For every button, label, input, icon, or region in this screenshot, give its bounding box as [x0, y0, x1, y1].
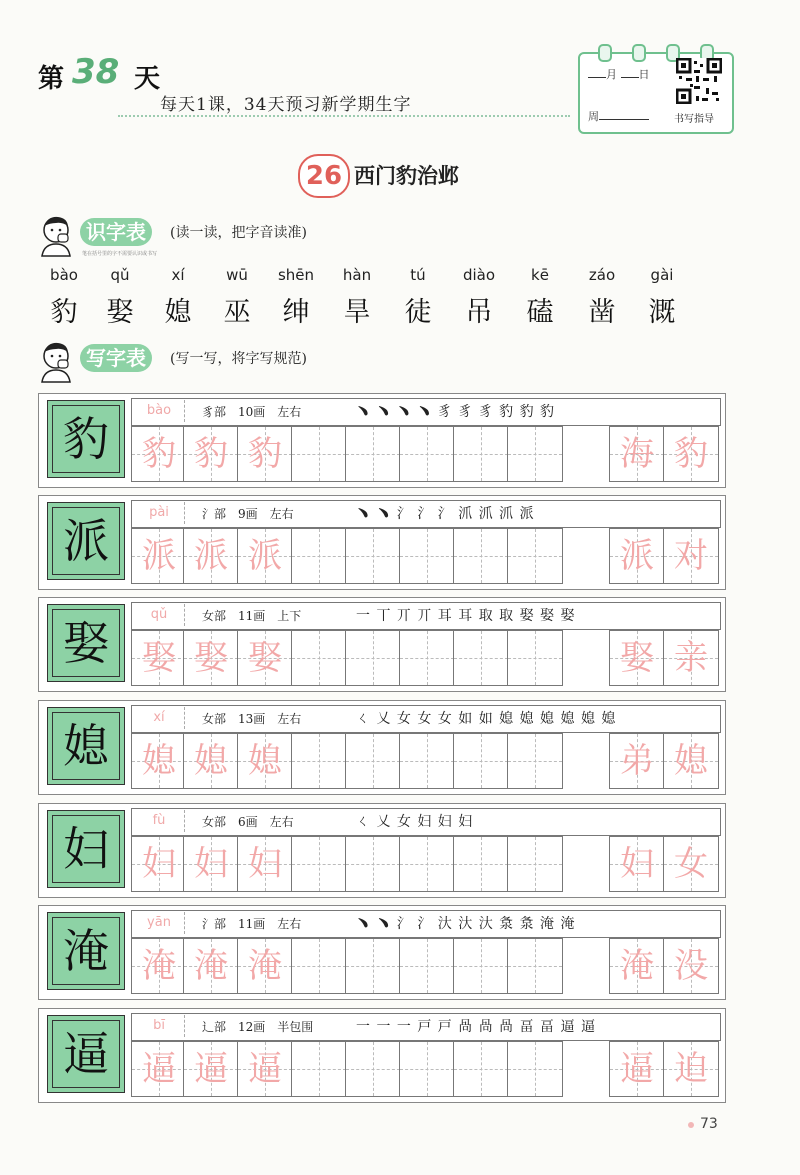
model-char-frame: [52, 815, 120, 883]
trace-char: 媳: [142, 741, 176, 781]
trace-char: [400, 939, 454, 993]
trace-char: [346, 734, 400, 788]
model-char-box: [47, 707, 125, 785]
model-char-frame: [52, 1020, 120, 1088]
trace-char: [292, 837, 346, 891]
practice-cell[interactable]: [507, 1041, 563, 1097]
stroke-order: ﹅ ﹅ ﹅ ﹅ 豸 豸 豸 豹 豹 豹: [356, 404, 556, 420]
practice-cell[interactable]: [507, 733, 563, 789]
trace-char: 逼: [194, 1049, 228, 1089]
practice-cell[interactable]: [399, 938, 455, 994]
trace-char: [346, 939, 400, 993]
practice-cell[interactable]: [183, 426, 239, 482]
radical-stroke-info: 女部 13画 左右: [202, 712, 302, 726]
day-prefix: 第: [38, 64, 65, 94]
practice-cell[interactable]: [291, 426, 347, 482]
trace-char: 淹: [194, 946, 228, 986]
recognize-char-hanzi: 旱: [343, 297, 371, 328]
practice-cell[interactable]: [291, 1041, 347, 1097]
recognize-char: [388, 266, 448, 329]
recognize-char-pinyin: záo: [588, 266, 616, 284]
trace-char: 娶: [142, 638, 176, 678]
writing-row: [38, 905, 726, 1000]
practice-cell[interactable]: [183, 630, 239, 686]
trace-char: [508, 939, 562, 993]
trace-char: [454, 837, 508, 891]
trace-char: [400, 837, 454, 891]
trace-char: [400, 427, 454, 481]
trace-char: 逼: [142, 1049, 176, 1089]
radical-stroke-info: 辶部 12画 半包围: [202, 1020, 314, 1034]
radical-stroke-info: 氵部 9画 左右: [202, 507, 294, 521]
radical-stroke-info: 豸部 10画 左右: [202, 405, 302, 419]
recognize-char-hanzi: 磕: [526, 297, 554, 328]
trace-char: 淹: [142, 946, 176, 986]
day-badge: [30, 52, 161, 96]
model-char-frame: [52, 712, 120, 780]
recognize-char: [148, 266, 208, 329]
practice-cell[interactable]: [453, 426, 509, 482]
practice-cell[interactable]: [507, 426, 563, 482]
trace-char: 娶: [194, 638, 228, 678]
stroke-order: ㄑ 乂 女 女 女 如 如 媳 媳 媳 媳 媳 媳: [356, 711, 617, 727]
practice-cell[interactable]: [183, 733, 239, 789]
trace-char: 弟: [620, 741, 654, 781]
model-char-frame: [52, 609, 120, 677]
trace-char: 海: [620, 434, 654, 474]
pinyin-slot[interactable]: fù: [134, 810, 185, 832]
recognize-instruction: (读一读，把字音读准): [170, 225, 307, 241]
practice-cell[interactable]: [345, 938, 401, 994]
recognize-char-pinyin: diào: [462, 266, 496, 284]
char-info-strip: [131, 910, 721, 938]
practice-cell[interactable]: [237, 426, 293, 482]
trace-char: [508, 427, 562, 481]
write-label: 写字表: [80, 344, 152, 372]
lesson-number-badge: 26: [298, 154, 350, 198]
practice-cell[interactable]: [609, 528, 665, 584]
trace-char: 妇: [248, 844, 282, 884]
practice-cell[interactable]: [237, 1041, 293, 1097]
practice-cell[interactable]: [131, 733, 187, 789]
writing-row: [38, 1008, 726, 1103]
practice-cell[interactable]: [183, 528, 239, 584]
qr-code-icon[interactable]: [676, 58, 722, 104]
char-info-strip: [131, 398, 721, 426]
practice-cell[interactable]: [345, 1041, 401, 1097]
recognize-char-pinyin: shēn: [277, 266, 315, 284]
month-label: 月: [606, 68, 617, 81]
pinyin-slot[interactable]: pài: [134, 502, 185, 524]
trace-char: 淹: [248, 946, 282, 986]
trace-char: [292, 734, 346, 788]
recognize-char-pinyin: qǔ: [110, 266, 130, 284]
trace-char: 豹: [674, 434, 708, 474]
trace-char: [454, 1042, 508, 1096]
practice-cell[interactable]: [345, 426, 401, 482]
recognize-char-hanzi: 徒: [404, 297, 432, 328]
date-card: [578, 52, 734, 134]
trace-char: [346, 837, 400, 891]
trace-char: [454, 939, 508, 993]
model-char-box: [47, 502, 125, 580]
trace-char: 淹: [620, 946, 654, 986]
recognize-char: [449, 266, 509, 329]
model-char-frame: [52, 405, 120, 473]
trace-char: [508, 1042, 562, 1096]
practice-cell[interactable]: [609, 836, 665, 892]
recognize-char-hanzi: 媳: [164, 297, 192, 328]
page-dot-icon: [688, 1122, 694, 1128]
trace-char: 派: [248, 536, 282, 576]
write-instruction: (写一写，将字写规范): [170, 351, 307, 367]
practice-cell[interactable]: [237, 836, 293, 892]
practice-cells: [131, 733, 719, 789]
trace-char: [454, 529, 508, 583]
trace-char: 女: [674, 844, 708, 884]
trace-char: [346, 1042, 400, 1096]
pinyin-slot[interactable]: bī: [134, 1015, 185, 1037]
pinyin-slot[interactable]: xí: [134, 707, 185, 729]
trace-char: 豹: [142, 434, 176, 474]
radical-stroke-info: 女部 6画 左右: [202, 815, 294, 829]
practice-cell[interactable]: [131, 426, 187, 482]
stroke-order: ㄑ 乂 女 妇 妇 妇: [356, 814, 474, 830]
practice-cell[interactable]: [345, 630, 401, 686]
practice-cell[interactable]: [453, 938, 509, 994]
trace-char: [400, 1042, 454, 1096]
day-number: 38: [72, 52, 120, 92]
practice-cells: [131, 426, 719, 482]
practice-cell[interactable]: [453, 733, 509, 789]
practice-cell[interactable]: [663, 733, 719, 789]
trace-char: [346, 529, 400, 583]
practice-cell[interactable]: [291, 528, 347, 584]
lesson-title: 西门豹治邺: [354, 164, 459, 188]
week-field[interactable]: [588, 108, 649, 124]
recognize-section-header: [36, 212, 536, 258]
trace-char: [454, 427, 508, 481]
recognize-char: [207, 266, 267, 329]
practice-cell[interactable]: [453, 528, 509, 584]
trace-char: 迫: [674, 1049, 708, 1089]
writing-row: [38, 803, 726, 898]
pinyin-slot[interactable]: yān: [134, 912, 185, 934]
recognize-char-hanzi: 绅: [282, 297, 310, 328]
practice-cell[interactable]: [291, 733, 347, 789]
writing-row: [38, 700, 726, 795]
binder-ring-icon: [632, 44, 646, 62]
pinyin-slot[interactable]: bào: [134, 400, 185, 422]
recognize-char: [632, 266, 692, 329]
practice-cell[interactable]: [131, 630, 187, 686]
page-number: 73: [700, 1116, 718, 1132]
trace-char: [508, 837, 562, 891]
practice-cell[interactable]: [507, 938, 563, 994]
trace-char: [400, 631, 454, 685]
practice-cell[interactable]: [131, 1041, 187, 1097]
recognize-char-hanzi: 巫: [223, 297, 251, 328]
practice-cell[interactable]: [399, 426, 455, 482]
practice-cell[interactable]: [609, 1041, 665, 1097]
practice-cells: [131, 630, 719, 686]
trace-char: 妇: [620, 844, 654, 884]
trace-char: 派: [194, 536, 228, 576]
trace-char: [346, 631, 400, 685]
recognize-char-hanzi: 凿: [588, 297, 616, 328]
qr-label: 书写指导: [674, 114, 714, 125]
model-char: 妇: [63, 822, 109, 876]
practice-cells: [131, 836, 719, 892]
practice-cell[interactable]: [507, 528, 563, 584]
practice-cell[interactable]: [609, 426, 665, 482]
trace-char: 媳: [674, 741, 708, 781]
recognize-char-hanzi: 溉: [648, 297, 676, 328]
recognize-char-pinyin: kē: [531, 266, 549, 284]
day-label: 日: [638, 68, 650, 81]
practice-cell[interactable]: [609, 733, 665, 789]
pinyin-slot[interactable]: qǔ: [134, 604, 185, 626]
practice-cells: [131, 1041, 719, 1097]
trace-char: 媳: [248, 741, 282, 781]
char-info-strip: [131, 1013, 721, 1041]
trace-char: [400, 734, 454, 788]
recognize-char-hanzi: 吊: [465, 297, 493, 328]
trace-char: [508, 631, 562, 685]
practice-cell[interactable]: [399, 528, 455, 584]
trace-char: [454, 734, 508, 788]
practice-cell[interactable]: [663, 630, 719, 686]
stroke-order: ﹅ ﹅ 氵 氵 氵 沠 沠 沠 派: [356, 506, 535, 522]
stroke-order: 一 丅 丌 丌 耳 耳 取 取 娶 娶 娶: [356, 608, 576, 624]
practice-cell[interactable]: [453, 630, 509, 686]
trace-char: [292, 939, 346, 993]
practice-cell[interactable]: [507, 630, 563, 686]
writing-row: [38, 597, 726, 692]
model-char-frame: [52, 507, 120, 575]
practice-cell[interactable]: [663, 938, 719, 994]
recognize-char: [572, 266, 632, 329]
trace-char: 娶: [620, 638, 654, 678]
date-field[interactable]: [588, 66, 650, 82]
char-info-strip: [131, 808, 721, 836]
practice-cell[interactable]: [237, 733, 293, 789]
stroke-order: ﹅ ﹅ 氵 氵 汏 汏 汏 洜 洜 淹 淹: [356, 916, 576, 932]
practice-cells: [131, 938, 719, 994]
recognize-char: [266, 266, 326, 329]
practice-cell[interactable]: [399, 630, 455, 686]
trace-char: [508, 529, 562, 583]
practice-cell[interactable]: [453, 1041, 509, 1097]
trace-char: 豹: [194, 434, 228, 474]
stroke-order: 一 一 一 戸 戸 咼 咼 咼 畐 畐 逼 逼: [356, 1019, 596, 1035]
trace-char: [292, 1042, 346, 1096]
trace-char: [508, 734, 562, 788]
practice-cell[interactable]: [237, 630, 293, 686]
writing-row: [38, 495, 726, 590]
model-char: 娶: [63, 616, 109, 670]
recognize-char-hanzi: 娶: [106, 297, 134, 328]
practice-cell[interactable]: [237, 938, 293, 994]
recognize-char-pinyin: hàn: [342, 266, 372, 284]
practice-cell[interactable]: [291, 836, 347, 892]
model-char: 豹: [63, 412, 109, 466]
model-char-box: [47, 912, 125, 990]
model-char: 逼: [63, 1027, 109, 1081]
write-section-header: [36, 338, 536, 384]
practice-cell[interactable]: [663, 836, 719, 892]
recognize-char-pinyin: tú: [410, 266, 426, 284]
trace-char: 妇: [194, 844, 228, 884]
writing-row: [38, 393, 726, 488]
model-char-box: [47, 810, 125, 888]
practice-cell[interactable]: [663, 1041, 719, 1097]
practice-cell[interactable]: [237, 528, 293, 584]
practice-cell[interactable]: [507, 836, 563, 892]
practice-cell[interactable]: [131, 528, 187, 584]
practice-cell[interactable]: [663, 426, 719, 482]
trace-char: [400, 529, 454, 583]
practice-cell[interactable]: [291, 938, 347, 994]
practice-cell[interactable]: [131, 938, 187, 994]
trace-char: 没: [674, 946, 708, 986]
practice-cell[interactable]: [183, 1041, 239, 1097]
reading-child-icon: [36, 338, 82, 384]
model-char-box: [47, 604, 125, 682]
trace-char: [292, 529, 346, 583]
recognize-char-pinyin: bào: [50, 266, 78, 284]
binder-ring-icon: [598, 44, 612, 62]
trace-char: [292, 427, 346, 481]
practice-cell[interactable]: [183, 836, 239, 892]
model-char-frame: [52, 917, 120, 985]
reading-child-icon: [36, 212, 82, 258]
practice-cell[interactable]: [609, 630, 665, 686]
week-label: 周: [588, 110, 599, 123]
recognize-char: [510, 266, 570, 329]
day-suffix: 天: [134, 64, 161, 94]
practice-cell[interactable]: [345, 528, 401, 584]
trace-char: 媳: [194, 741, 228, 781]
model-char-box: [47, 1015, 125, 1093]
header-divider: [118, 115, 570, 117]
recognize-char-hanzi: 豹: [50, 297, 78, 328]
radical-stroke-info: 女部 11画 上下: [202, 609, 302, 623]
char-info-strip: [131, 602, 721, 630]
practice-cells: [131, 528, 719, 584]
trace-char: [454, 631, 508, 685]
practice-cell[interactable]: [453, 836, 509, 892]
trace-char: 逼: [620, 1049, 654, 1089]
recognize-char: [34, 266, 94, 329]
trace-char: 对: [674, 536, 708, 576]
trace-char: [346, 427, 400, 481]
practice-cell[interactable]: [291, 630, 347, 686]
trace-char: 派: [142, 536, 176, 576]
char-info-strip: [131, 705, 721, 733]
trace-char: [292, 631, 346, 685]
practice-cell[interactable]: [399, 1041, 455, 1097]
trace-char: 派: [620, 536, 654, 576]
model-char: 派: [63, 514, 109, 568]
model-char: 淹: [63, 924, 109, 978]
trace-char: 妇: [142, 844, 176, 884]
recognize-char-pinyin: gài: [650, 266, 674, 284]
page-subtitle: 每天1课，34天预习新学期生字: [160, 95, 412, 115]
trace-char: 逼: [248, 1049, 282, 1089]
recognize-footnote: 笔在括号里的字不需要认识或书写: [82, 251, 158, 257]
radical-stroke-info: 氵部 11画 左右: [202, 917, 302, 931]
model-char-box: [47, 400, 125, 478]
practice-cell[interactable]: [399, 836, 455, 892]
practice-cell[interactable]: [663, 528, 719, 584]
practice-cell[interactable]: [131, 836, 187, 892]
model-char: 媳: [63, 719, 109, 773]
char-info-strip: [131, 500, 721, 528]
recognize-char: [327, 266, 387, 329]
recognize-label: 识字表: [80, 218, 152, 246]
recognize-char-pinyin: xí: [171, 266, 185, 284]
practice-cell[interactable]: [345, 733, 401, 789]
practice-cell[interactable]: [609, 938, 665, 994]
recognize-char: [90, 266, 150, 329]
practice-cell[interactable]: [399, 733, 455, 789]
practice-cell[interactable]: [183, 938, 239, 994]
trace-char: 亲: [674, 638, 708, 678]
practice-cell[interactable]: [345, 836, 401, 892]
trace-char: 娶: [248, 638, 282, 678]
trace-char: 豹: [248, 434, 282, 474]
recognize-char-pinyin: wū: [226, 266, 248, 284]
